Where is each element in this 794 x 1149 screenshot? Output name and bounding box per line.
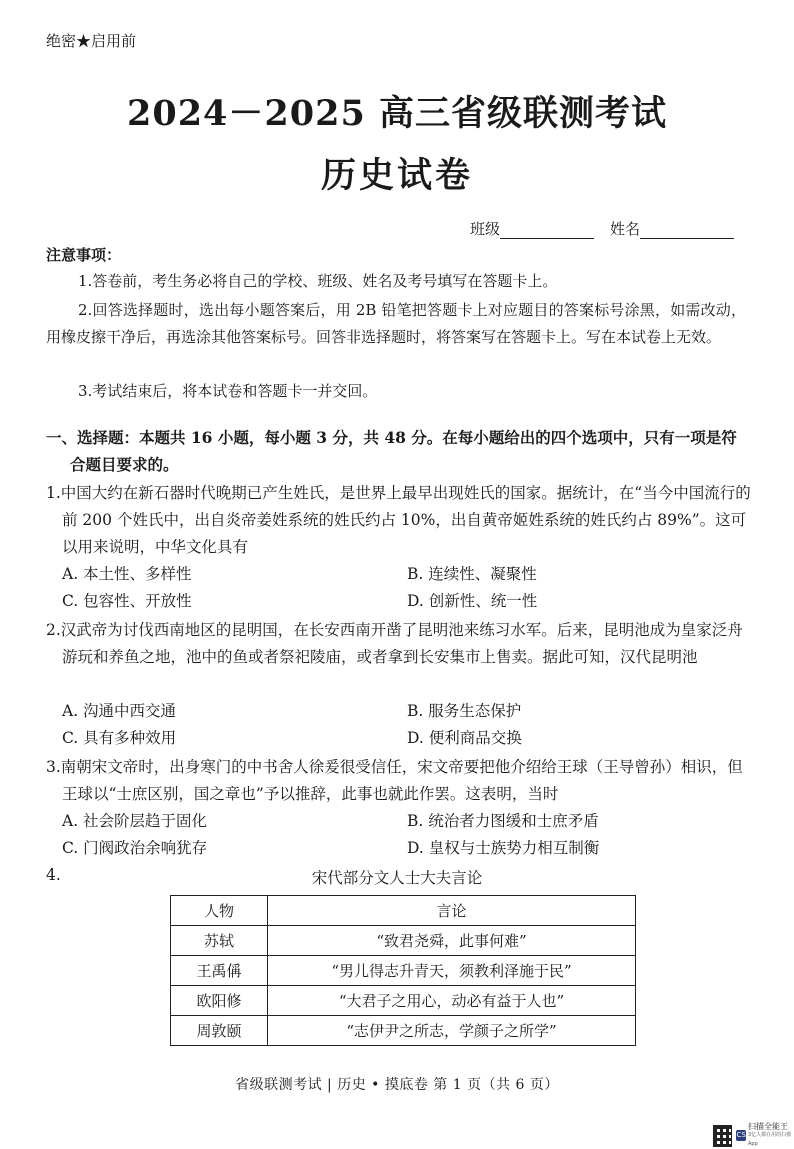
person-cell: 王禹偁 [171, 956, 268, 986]
quote-cell: “男儿得志升青天，须教利泽施于民” [268, 956, 636, 986]
question-3-options [62, 808, 752, 862]
option-d[interactable]: D. 便利商品交换 [407, 729, 522, 747]
option-c[interactable]: C. 包容性、开放性 [62, 592, 192, 610]
quote-cell: “大君子之用心，动必有益于人也” [268, 986, 636, 1016]
section-heading-line2: 合题目要求的。 [70, 455, 179, 474]
question-2-stem: 2.汉武帝为讨伐西南地区的昆明国，在长安西南开凿了昆明池来练习水军。后来，昆明池成为皇家泛舟游玩和养鱼之地，池中的鱼或者祭祀陵庙，或者拿到长安集市上售卖。据此可知，汉代昆明池 [46, 621, 743, 666]
student-info-fields [470, 218, 734, 239]
option-c[interactable]: C. 门阀政治余响犹存 [62, 839, 208, 857]
secret-mark: 绝密★启用前 [46, 32, 137, 50]
table-row [171, 956, 636, 986]
option-b[interactable]: B. 统治者力图缓和士庶矛盾 [407, 812, 599, 830]
question-1-options [62, 561, 752, 615]
question-1 [46, 480, 752, 561]
notice-heading: 注意事项： [46, 246, 122, 264]
exam-subject-title: 历史试卷 [320, 155, 473, 196]
question-1-stem: 1.中国大约在新石器时代晚期已产生姓氏，是世界上最早出现姓氏的国家。据统计，在“当今中国流行的前 200 个姓氏中，出自炎帝姜姓系统的姓氏约占 10%，出自黄帝姬姓系统的姓氏约占 89%”。这可以用来说明，中华文化具有 [46, 484, 751, 556]
question-2 [46, 617, 752, 671]
table-row [171, 926, 636, 956]
scanner-name: 扫描全能王 [747, 1122, 788, 1131]
table-row [171, 986, 636, 1016]
quotes-table [170, 895, 636, 1046]
name-blank [640, 222, 734, 239]
notice-item-1: 1.答卷前，考生务必将自己的学校、班级、姓名及考号填写在答题卡上。 [78, 272, 558, 290]
qr-code-icon [713, 1125, 732, 1147]
question-3 [46, 754, 752, 808]
option-b[interactable]: B. 连续性、凝聚性 [407, 565, 537, 583]
option-d[interactable]: D. 皇权与士族势力相互制衡 [407, 839, 600, 857]
person-cell: 欧阳修 [171, 986, 268, 1016]
option-a[interactable]: A. 社会阶层趋于固化 [62, 812, 208, 830]
scanner-text [748, 1122, 794, 1149]
table-title: 宋代部分文人士大夫言论 [311, 869, 483, 887]
person-cell: 周敦颐 [171, 1016, 268, 1046]
scanner-badge [713, 1122, 794, 1149]
scanner-logo-icon: CS [736, 1131, 746, 1139]
table-row [171, 1016, 636, 1046]
quote-cell: “致君尧舜，此事何难” [268, 926, 636, 956]
page-footer: 省级联测考试 | 历史 • 摸底卷 第 1 页（共 6 页） [235, 1077, 559, 1093]
header-person: 人物 [171, 896, 268, 926]
header-quote: 言论 [268, 896, 636, 926]
option-b[interactable]: B. 服务生态保护 [407, 702, 522, 720]
question-3-stem: 3.南朝宋文帝时，出身寒门的中书舍人徐爰很受信任，宋文帝要把他介绍给王球（王导曾孙）相识，但王球以“士庶区别，国之章也”予以推辞，此事也就此作罢。这表明，当时 [46, 758, 743, 803]
option-a[interactable]: A. 本土性、多样性 [62, 565, 192, 583]
option-a[interactable]: A. 沟通中西交通 [62, 702, 177, 720]
name-label: 姓名 [610, 220, 641, 238]
section-heading-line1: 一、选择题：本题共 16 小题，每小题 3 分，共 48 分。在每小题给出的四个选项中，只有一项是符 [46, 428, 737, 447]
person-cell: 苏轼 [171, 926, 268, 956]
quote-cell: “志伊尹之所志，学颜子之所学” [268, 1016, 636, 1046]
question-2-options [62, 698, 752, 752]
notice-item-3: 3.考试结束后，将本试卷和答题卡一并交回。 [78, 382, 378, 400]
notice-item-2: 2.回答选择题时，选出每小题答案后，用 2B 铅笔把答题卡上对应题目的答案标号涂黑，如需改动，用橡皮擦干净后，再选涂其他答案标号。回答非选择题时，将答案写在答题卡上。写在本试卷上无效。 [46, 301, 746, 346]
section-heading [46, 424, 752, 478]
option-c[interactable]: C. 具有多种效用 [62, 729, 177, 747]
exam-title: 2024－2025 高三省级联测考试 [126, 93, 667, 134]
option-d[interactable]: D. 创新性、统一性 [407, 592, 538, 610]
table-header-row [171, 896, 636, 926]
class-blank [500, 222, 594, 239]
class-label: 班级 [470, 220, 501, 238]
question-4-number: 4. [46, 866, 61, 884]
scanner-sub: 3亿人都在用的扫描App [747, 1132, 792, 1147]
